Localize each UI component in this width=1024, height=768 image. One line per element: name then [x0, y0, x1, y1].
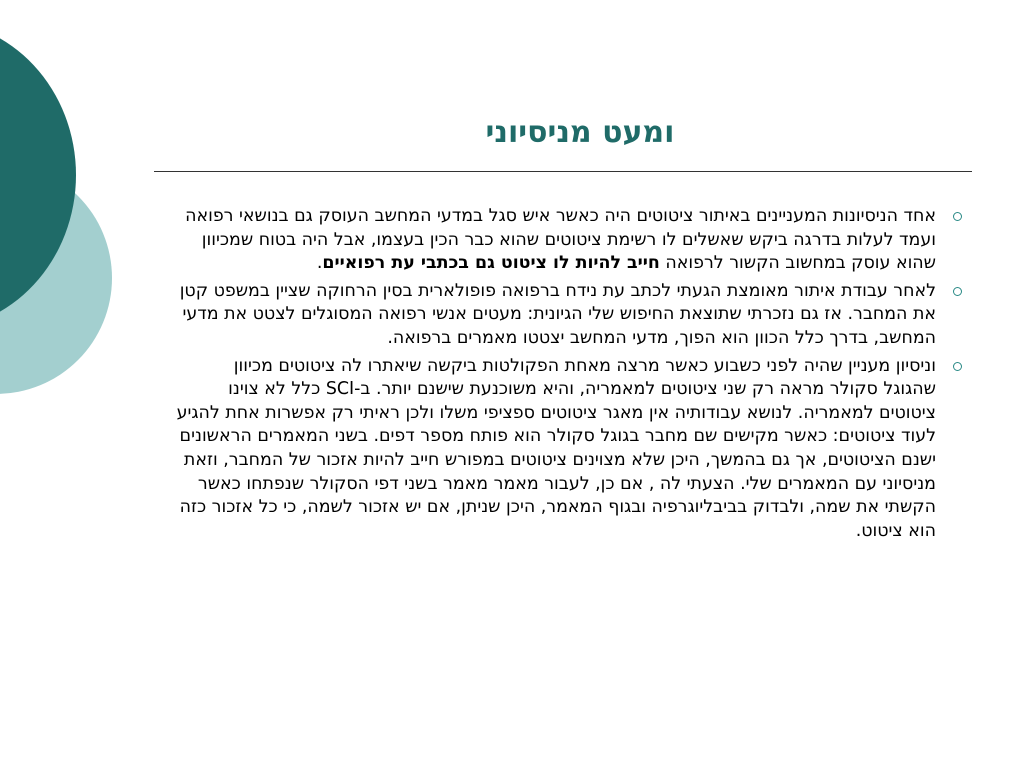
bullet-text: לאחר עבודת איתור מאומצת הגעתי לכתב עת נידח ברפואה פופולארית בסין הרחוקה שציין במשפט קטן את המחבר. אז גם נזכרתי שתוצאת החיפוש שלי הגיונית: מעטים אנשי רפואה המסוגלים לצטט את מדעי המחשב, בדרך כלל הכוון הוא הפוך, מדעי המחשב יצטטו מאמרים ברפואה.: [179, 280, 936, 348]
bullet-item: [176, 280, 976, 351]
bullet-circle-icon: [953, 362, 962, 371]
slide-title: ומעט מניסיוני: [485, 115, 675, 150]
bullet-item: [176, 355, 976, 544]
title-divider: [154, 171, 972, 172]
bullet-item: [176, 205, 976, 276]
bullet-circle-icon: [953, 287, 962, 296]
bullet-list: [176, 205, 976, 547]
bullet-bold-phrase: חייב להיות לו ציטוט גם בכתבי עת רפואיים: [322, 253, 660, 274]
bullet-text: וניסיון מעניין שהיה לפני כשבוע כאשר מרצה מאחת הפקולטות ביקשה שיאתרו לה ציטוטים מכיוון שהגוגל סקולר מראה רק שני ציטוטים למאמריה, והיא משוכנעת שישנם יותר. ב-SCI כלל לא צוינו ציטוטים למאמריה. לנושא עבודותיה אין מאגר ציטוטים ספציפי משלו ולכן ראיתי רק אפשרות אחת להגיע לעוד ציטוטים: כאשר מקישים שם מחבר בגוגל סקולר הוא פותח מספר דפים. בשני המאמרים הראשונים ישנם הציטוטים, אך גם בהמשך, היכן שלא מצוינים ציטוטים במפורש חייב להיות אזכור של המחבר, וזאת מניסיוני עם המאמרים שלי. הצעתי לה , אם כן, לעבור מאמר מאמר בשני דפי הסקולר שנפתחו כאשר הקשתי את שמה, ולבדוק בביבליוגרפיה ובגוף המאמר, היכן שניתן, אם יש אזכור לשמה, כי כל אזכור כזה הוא ציטוט.: [176, 355, 936, 541]
bullet-text: אחד הניסיונות המעניינים באיתור ציטוטים היה כאשר איש סגל במדעי המחשב העוסק גם בנושאי רפואה ועמד לעלות בדרגה ביקש שאשלים לו רשימת ציטוטים שהוא כבר הכין בעצמו, אבל היה בטוח שמכיוון שהוא עוסק במחשוב הקשור לרפואה חייב להיות לו ציטוט גם בכתבי עת רפואיים.: [185, 206, 936, 274]
bullet-circle-icon: [953, 212, 962, 221]
